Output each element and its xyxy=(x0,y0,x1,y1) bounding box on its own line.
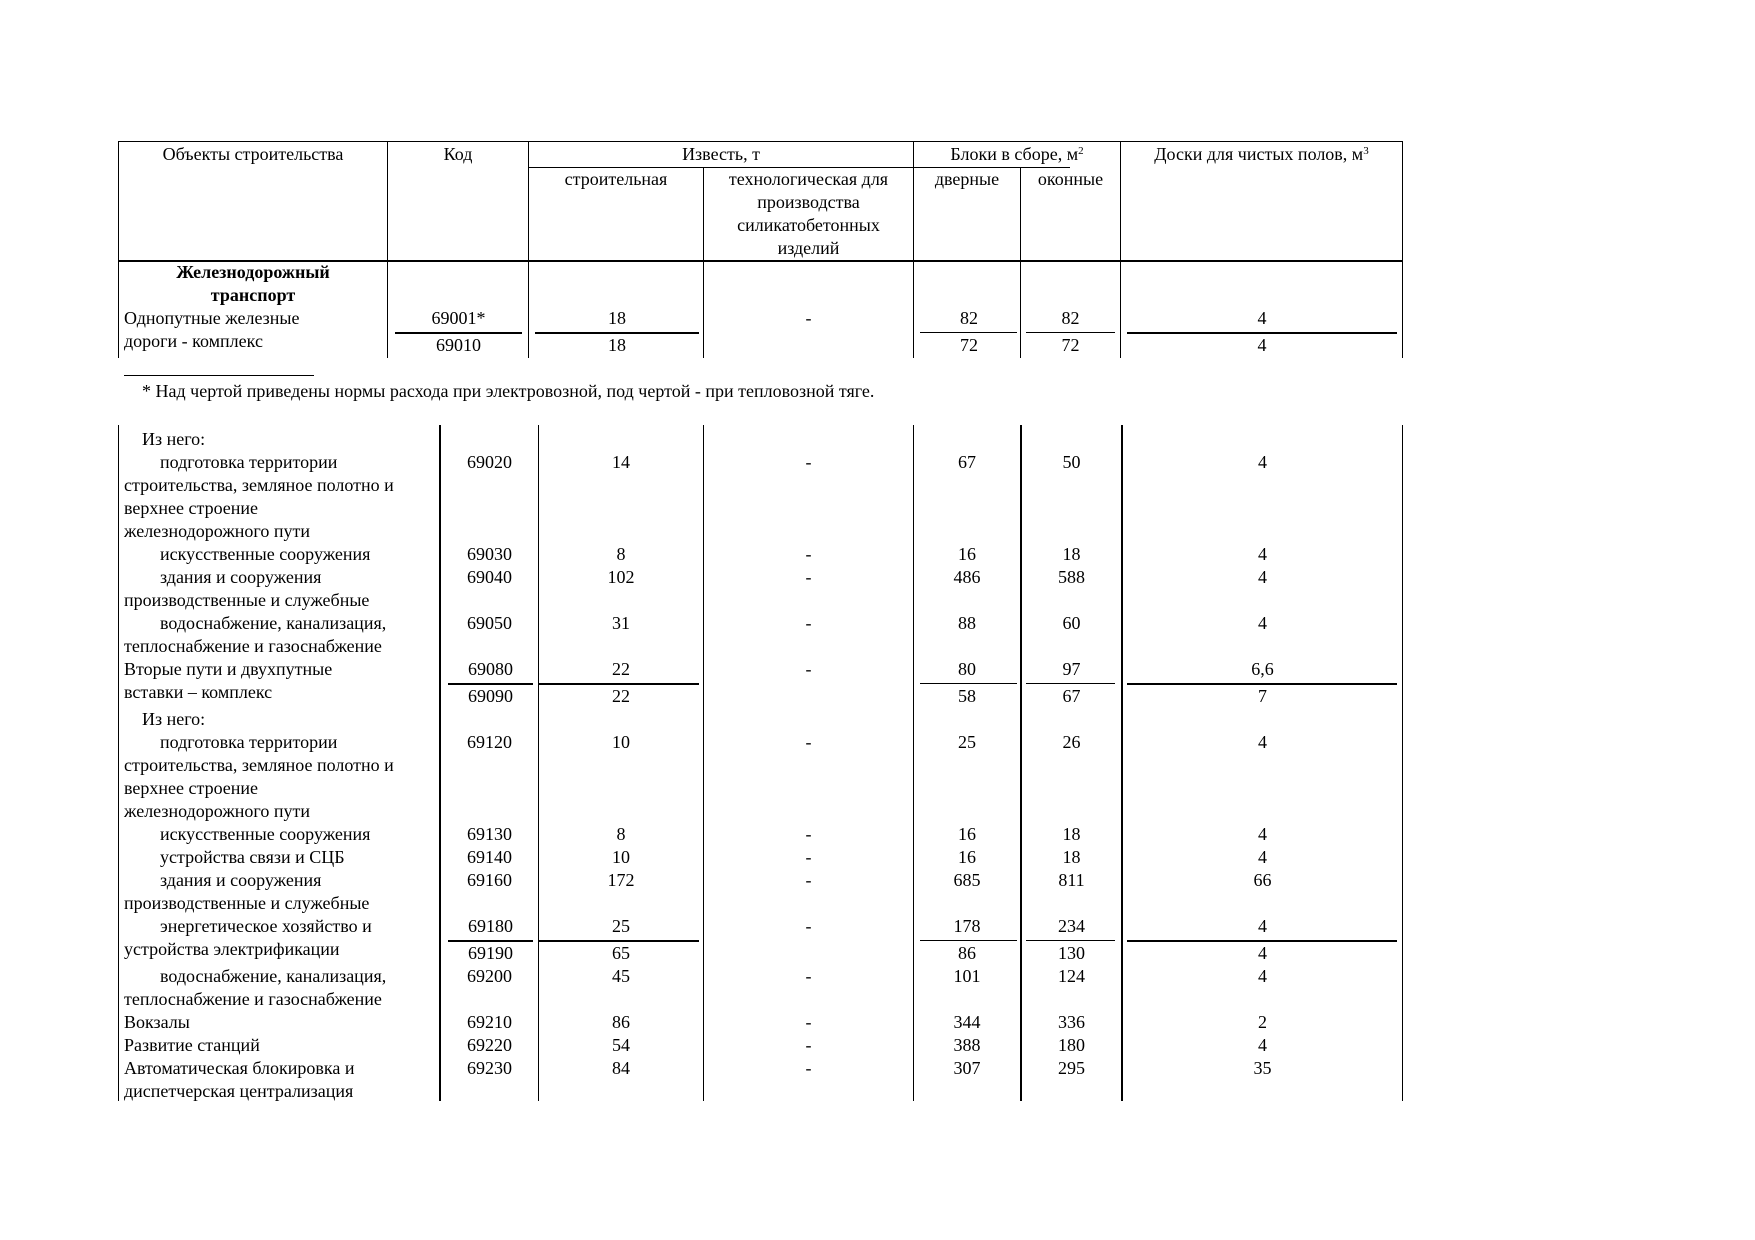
fraction-rule xyxy=(395,332,522,334)
fraction-rule xyxy=(448,940,533,942)
row-name: вставки – комплекс xyxy=(124,682,273,702)
row-tech: - xyxy=(805,1012,812,1032)
row-boards: 2 xyxy=(1258,1012,1267,1032)
fraction-rule xyxy=(448,683,533,685)
header-code: Код xyxy=(443,144,473,164)
row-name: теплоснабжение и газоснабжение xyxy=(124,636,382,656)
row-code: 69050 xyxy=(467,613,512,633)
grid-line xyxy=(703,425,704,1101)
row-name: производственные и служебные xyxy=(124,590,370,610)
row-window: 336 xyxy=(1058,1012,1085,1032)
row-code: 69220 xyxy=(467,1035,512,1055)
row-window: 18 xyxy=(1062,847,1081,867)
row-door: 101 xyxy=(953,966,981,986)
row-build: 45 xyxy=(612,966,630,986)
row-boards-under: 4 xyxy=(1257,335,1267,355)
row-door: 388 xyxy=(953,1035,981,1055)
row-boards-under: 4 xyxy=(1258,943,1267,963)
row-window: 18 xyxy=(1062,824,1081,844)
row-name: верхнее строение xyxy=(124,498,259,518)
row-build-under: 65 xyxy=(612,943,630,963)
row-name: Развитие станций xyxy=(124,1035,260,1055)
row-code-under: 69190 xyxy=(468,943,513,963)
header-blocks-window: оконные xyxy=(1037,169,1104,189)
row-boards: 4 xyxy=(1258,847,1267,867)
row-name: водоснабжение, канализация, xyxy=(160,613,387,633)
row-window: 588 xyxy=(1058,567,1085,587)
row-boards: 4 xyxy=(1258,567,1267,587)
row-build: 102 xyxy=(607,567,635,587)
row-name: теплоснабжение и газоснабжение xyxy=(124,989,382,1009)
row-boards: 6,6 xyxy=(1251,659,1274,679)
row-build: 172 xyxy=(607,870,635,890)
row-build: 22 xyxy=(612,659,630,679)
row-build: 8 xyxy=(616,824,626,844)
row-name: строительства, земляное полотно и xyxy=(124,475,394,495)
row-name: устройства электрификации xyxy=(124,939,340,959)
header-lime-tech-2: производства xyxy=(757,192,860,212)
row-build-under: 18 xyxy=(608,335,626,355)
row-code: 69160 xyxy=(467,870,512,890)
fraction-rule xyxy=(535,332,699,334)
row-window: 82 xyxy=(1061,308,1080,328)
row-name: здания и сооружения xyxy=(160,870,322,890)
row-tech: - xyxy=(805,966,812,986)
row-build: 14 xyxy=(612,452,630,472)
fraction-rule xyxy=(1127,332,1397,334)
row-name: верхнее строение xyxy=(124,778,259,798)
row-code: 69040 xyxy=(467,567,512,587)
row-code: 69140 xyxy=(467,847,512,867)
row-boards: 4 xyxy=(1257,308,1267,328)
row-window-under: 67 xyxy=(1062,686,1081,706)
row-name: подготовка территории xyxy=(160,732,338,752)
footnote-separator xyxy=(124,375,314,376)
row-door: 486 xyxy=(953,567,981,587)
row-build: 10 xyxy=(612,847,630,867)
row-door: 685 xyxy=(953,870,981,890)
row-window: 26 xyxy=(1062,732,1081,752)
table-top-border xyxy=(118,141,1402,142)
grid-line xyxy=(1120,141,1121,358)
row-tech: - xyxy=(805,613,812,633)
fraction-rule xyxy=(1127,940,1397,942)
row-name: производственные и служебные xyxy=(124,893,370,913)
row-build: 18 xyxy=(608,308,626,328)
row-window-under: 130 xyxy=(1058,943,1085,963)
grid-line xyxy=(1020,425,1022,1101)
row-tech: - xyxy=(805,732,812,752)
fraction-rule xyxy=(539,940,699,942)
row-tech: - xyxy=(805,824,812,844)
row-boards: 4 xyxy=(1258,966,1267,986)
row-tech: - xyxy=(805,567,812,587)
row-boards: 4 xyxy=(1258,732,1267,752)
row-name: железнодорожного пути xyxy=(124,801,310,821)
footnote: * Над чертой приведены нормы расхода при электровозной, под чертой - при тепловозной тяге. xyxy=(142,381,875,401)
row-door-under: 86 xyxy=(958,943,976,963)
row-tech: - xyxy=(805,870,812,890)
row-name: Однопутные железные xyxy=(124,308,300,328)
fraction-rule xyxy=(1026,940,1115,941)
row-door: 88 xyxy=(958,613,976,633)
row-code: 69130 xyxy=(467,824,512,844)
header-blocks-door: дверные xyxy=(934,169,1000,189)
row-code: 69020 xyxy=(467,452,512,472)
row-build: 25 xyxy=(612,916,630,936)
row-name: железнодорожного пути xyxy=(124,521,310,541)
row-window: 180 xyxy=(1058,1035,1085,1055)
header-blocks: Блоки в сборе, $м^2$ xyxy=(950,144,1084,164)
header-lime-build: строительная xyxy=(564,169,668,189)
grid-line xyxy=(1121,425,1123,1101)
row-name: устройства связи и СЦБ xyxy=(160,847,345,867)
row-build: 8 xyxy=(616,544,626,564)
row-code-under: 69010 xyxy=(436,335,481,355)
row-name: водоснабжение, канализация, xyxy=(160,966,387,986)
header-lime-tech-3: силикатобетонных xyxy=(737,215,880,235)
row-name: Вокзалы xyxy=(124,1012,190,1032)
from-it-label: Из него: xyxy=(142,429,206,449)
row-name: дороги - комплекс xyxy=(124,331,263,351)
fraction-rule xyxy=(920,940,1017,941)
row-window: 18 xyxy=(1062,544,1081,564)
row-code: 69180 xyxy=(468,916,513,936)
row-door: 178 xyxy=(953,916,981,936)
row-door: 307 xyxy=(953,1058,981,1078)
row-tech: - xyxy=(805,452,812,472)
row-tech: - xyxy=(805,916,812,936)
grid-line xyxy=(1020,167,1021,358)
row-boards-under: 7 xyxy=(1258,686,1267,706)
row-boards: 4 xyxy=(1258,916,1267,936)
grid-line xyxy=(387,141,388,358)
section-title-2: транспорт xyxy=(210,285,296,305)
row-code-under: 69090 xyxy=(468,686,513,706)
row-tech: - xyxy=(805,1035,812,1055)
row-name: Автоматическая блокировка и xyxy=(124,1058,355,1078)
row-boards: 4 xyxy=(1258,544,1267,564)
header-objects: Объекты строительства xyxy=(162,144,344,164)
row-boards: 4 xyxy=(1258,824,1267,844)
row-code: 69001* xyxy=(431,308,486,328)
row-window: 124 xyxy=(1058,966,1085,986)
row-name: энергетическое хозяйство и xyxy=(160,916,372,936)
row-code: 69080 xyxy=(468,659,513,679)
row-door: 16 xyxy=(958,847,976,867)
row-window: 97 xyxy=(1062,659,1081,679)
row-window: 50 xyxy=(1062,452,1081,472)
row-code: 69030 xyxy=(467,544,512,564)
row-door: 80 xyxy=(958,659,976,679)
row-tech: - xyxy=(805,847,812,867)
row-name: искусственные сооружения xyxy=(160,544,371,564)
row-tech: - xyxy=(805,659,812,679)
grid-line xyxy=(1402,425,1403,1101)
row-boards: 66 xyxy=(1253,870,1272,890)
row-window: 811 xyxy=(1058,870,1085,890)
row-name: здания и сооружения xyxy=(160,567,322,587)
fraction-rule xyxy=(920,683,1017,684)
row-name: искусственные сооружения xyxy=(160,824,371,844)
fraction-rule xyxy=(1026,683,1115,684)
grid-line xyxy=(118,425,119,1101)
row-window: 234 xyxy=(1058,916,1085,936)
row-code: 69210 xyxy=(467,1012,512,1032)
grid-line xyxy=(439,425,441,1101)
grid-line xyxy=(913,425,914,1101)
header-boards: Доски для чистых полов, $м^3$ xyxy=(1154,144,1369,164)
row-code: 69230 xyxy=(467,1058,512,1078)
section-title-1: Железнодорожный xyxy=(176,262,330,282)
row-window: 60 xyxy=(1062,613,1081,633)
row-build-under: 22 xyxy=(612,686,630,706)
row-door: 67 xyxy=(958,452,976,472)
row-name: Вторые пути и двухпутные xyxy=(124,659,333,679)
header-lime-tech-1: технологическая для xyxy=(728,169,889,189)
row-code: 69200 xyxy=(467,966,512,986)
fraction-rule xyxy=(539,683,699,685)
row-door: 344 xyxy=(953,1012,981,1032)
row-door: 16 xyxy=(958,544,976,564)
row-name: подготовка территории xyxy=(160,452,338,472)
row-door: 82 xyxy=(960,308,978,328)
header-lime-tech-4: изделий xyxy=(777,238,840,258)
row-window-under: 72 xyxy=(1061,335,1080,355)
fraction-rule xyxy=(920,332,1017,333)
row-window: 295 xyxy=(1058,1058,1085,1078)
header-lime: Известь, т xyxy=(682,144,760,164)
fraction-rule xyxy=(1026,332,1115,333)
grid-line xyxy=(1402,141,1403,358)
from-it-label: Из него: xyxy=(142,709,206,729)
row-boards: 4 xyxy=(1258,1035,1267,1055)
row-name: строительства, земляное полотно и xyxy=(124,755,394,775)
row-door-under: 58 xyxy=(958,686,976,706)
row-build: 31 xyxy=(612,613,630,633)
row-door-under: 72 xyxy=(960,335,978,355)
fraction-rule xyxy=(1127,683,1397,685)
row-tech: - xyxy=(805,1058,812,1078)
row-code: 69120 xyxy=(467,732,512,752)
row-door: 25 xyxy=(958,732,976,752)
row-tech: - xyxy=(805,308,812,328)
row-door: 16 xyxy=(958,824,976,844)
row-tech: - xyxy=(805,544,812,564)
row-build: 54 xyxy=(612,1035,630,1055)
row-build: 86 xyxy=(612,1012,630,1032)
row-boards: 35 xyxy=(1253,1058,1272,1078)
row-name: диспетчерская централизация xyxy=(124,1081,354,1101)
row-boards: 4 xyxy=(1258,613,1267,633)
row-build: 10 xyxy=(612,732,630,752)
row-boards: 4 xyxy=(1258,452,1267,472)
grid-line xyxy=(118,141,119,358)
grid-line xyxy=(538,425,539,1101)
row-build: 84 xyxy=(612,1058,630,1078)
